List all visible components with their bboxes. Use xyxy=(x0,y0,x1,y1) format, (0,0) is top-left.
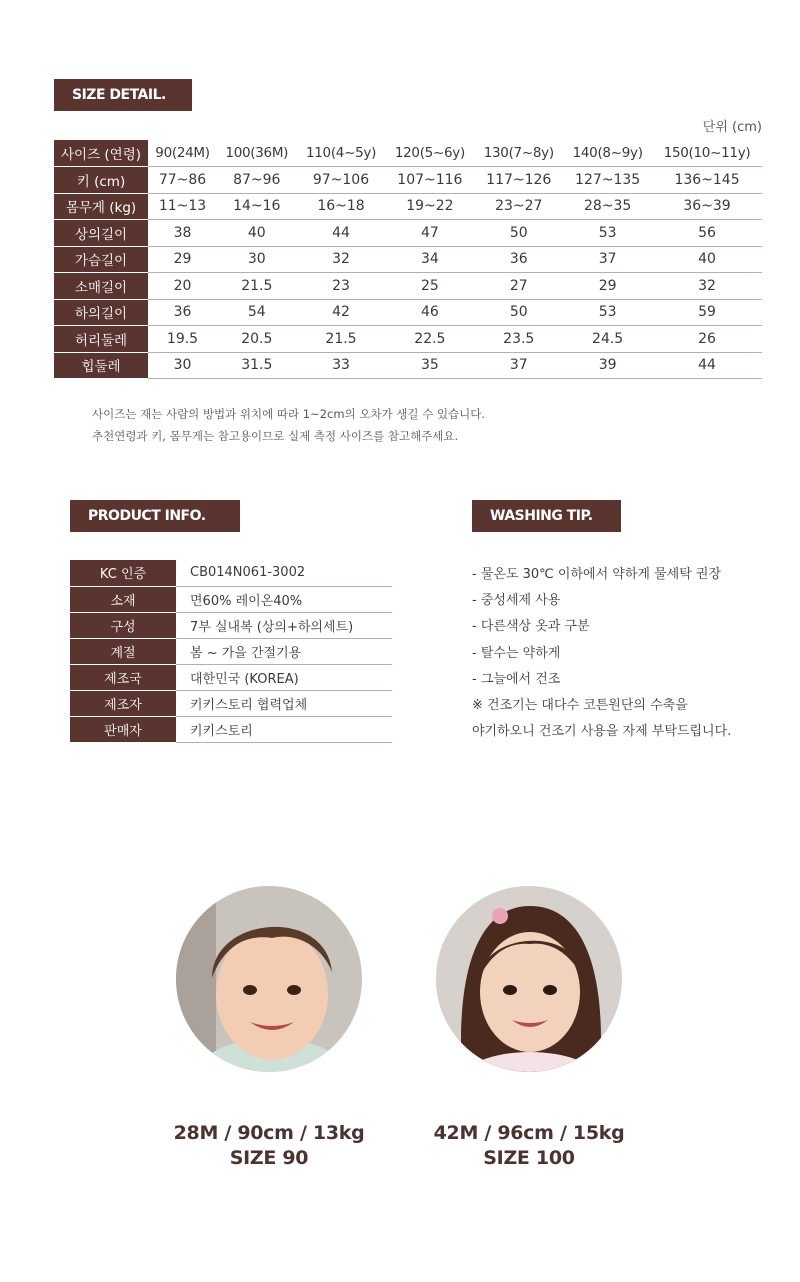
size-cell: 21.5 xyxy=(217,273,297,300)
boy-model-photo xyxy=(176,886,362,1072)
size-row-label: 키 (cm) xyxy=(54,167,148,194)
size-cell: 150(10~11y) xyxy=(652,140,762,167)
size-cell: 26 xyxy=(652,326,762,353)
size-cell: 11~13 xyxy=(148,193,217,220)
size-cell: 32 xyxy=(652,273,762,300)
size-cell: 46 xyxy=(385,299,474,326)
size-cell: 37 xyxy=(474,352,563,379)
product-info-label: PRODUCT INFO. xyxy=(70,500,240,532)
product-info-value: 7부 실내복 (상의+하의세트) xyxy=(176,612,392,638)
size-cell: 27 xyxy=(474,273,563,300)
product-info-key: 계절 xyxy=(70,638,176,664)
size-cell: 87~96 xyxy=(217,167,297,194)
size-cell: 50 xyxy=(474,220,563,247)
size-cell: 38 xyxy=(148,220,217,247)
product-info-key: 제조자 xyxy=(70,690,176,716)
product-info-value: 키키스토리 xyxy=(176,716,392,742)
unit-label: 단위 (cm) xyxy=(702,120,762,135)
size-row-label: 가슴길이 xyxy=(54,246,148,273)
size-cell: 23~27 xyxy=(474,193,563,220)
size-cell: 29 xyxy=(148,246,217,273)
size-table-row xyxy=(54,246,762,273)
size-cell: 136~145 xyxy=(652,167,762,194)
size-cell: 33 xyxy=(297,352,386,379)
size-row-label: 하의길이 xyxy=(54,299,148,326)
size-cell: 54 xyxy=(217,299,297,326)
size-row-label: 사이즈 (연령) xyxy=(54,140,148,167)
washing-tip-list xyxy=(472,562,731,745)
size-cell: 40 xyxy=(652,246,762,273)
size-cell: 36 xyxy=(148,299,217,326)
size-cell: 23 xyxy=(297,273,386,300)
size-table-row xyxy=(54,273,762,300)
washing-tip-item: - 탈수는 약하게 xyxy=(472,645,561,661)
product-info-value: 면60% 레이온40% xyxy=(176,586,392,612)
size-cell: 50 xyxy=(474,299,563,326)
size-note: 사이즈는 재는 사람의 방법과 위치에 따라 1~2cm의 오차가 생길 수 있습니다. xyxy=(92,407,486,421)
size-cell: 35 xyxy=(385,352,474,379)
size-table-row xyxy=(54,299,762,326)
size-cell: 22.5 xyxy=(385,326,474,353)
model-stats: 28M / 90cm / 13kg xyxy=(173,1122,365,1144)
product-info-row xyxy=(70,716,392,742)
size-cell: 107~116 xyxy=(385,167,474,194)
size-cell: 59 xyxy=(652,299,762,326)
size-detail-label: SIZE DETAIL. xyxy=(54,79,192,111)
size-cell: 16~18 xyxy=(297,193,386,220)
size-cell: 28~35 xyxy=(563,193,652,220)
product-info-value: CB014N061-3002 xyxy=(176,560,392,586)
product-info-row xyxy=(70,586,392,612)
product-info-row xyxy=(70,612,392,638)
size-cell: 14~16 xyxy=(217,193,297,220)
model-caption xyxy=(399,1121,659,1171)
size-cell: 42 xyxy=(297,299,386,326)
size-cell: 20 xyxy=(148,273,217,300)
size-cell: 21.5 xyxy=(297,326,386,353)
size-table-row xyxy=(54,352,762,379)
product-info-row xyxy=(70,560,392,586)
size-table-row xyxy=(54,326,762,353)
size-cell: 127~135 xyxy=(563,167,652,194)
size-table xyxy=(54,140,762,379)
product-info-key: 제조국 xyxy=(70,664,176,690)
product-info-key: 판매자 xyxy=(70,716,176,742)
size-cell: 44 xyxy=(652,352,762,379)
size-cell: 25 xyxy=(385,273,474,300)
size-cell: 90(24M) xyxy=(148,140,217,167)
size-cell: 34 xyxy=(385,246,474,273)
size-row-label: 몸무게 (kg) xyxy=(54,193,148,220)
product-info-row xyxy=(70,638,392,664)
product-info-row xyxy=(70,690,392,716)
size-cell: 40 xyxy=(217,220,297,247)
size-cell: 53 xyxy=(563,220,652,247)
size-cell: 100(36M) xyxy=(217,140,297,167)
size-cell: 140(8~9y) xyxy=(563,140,652,167)
size-cell: 130(7~8y) xyxy=(474,140,563,167)
size-cell: 30 xyxy=(148,352,217,379)
product-info-table xyxy=(70,560,392,743)
size-cell: 29 xyxy=(563,273,652,300)
product-info-value: 대한민국 (KOREA) xyxy=(176,664,392,690)
washing-tip-item: - 물온도 30℃ 이하에서 약하게 물세탁 권장 xyxy=(472,567,721,582)
size-cell: 53 xyxy=(563,299,652,326)
washing-tip-item: ※ 건조기는 대다수 코튼원단의 수축을 xyxy=(472,698,688,714)
size-table-row xyxy=(54,140,762,167)
washing-tip-item: - 다른색상 옷과 구분 xyxy=(472,619,590,635)
size-table-row xyxy=(54,193,762,220)
size-cell: 19.5 xyxy=(148,326,217,353)
model-size: SIZE 90 xyxy=(229,1147,309,1169)
size-cell: 97~106 xyxy=(297,167,386,194)
size-cell: 20.5 xyxy=(217,326,297,353)
washing-tip-label: WASHING TIP. xyxy=(472,500,621,532)
size-cell: 37 xyxy=(563,246,652,273)
product-info-key: 구성 xyxy=(70,612,176,638)
size-cell: 110(4~5y) xyxy=(297,140,386,167)
size-cell: 44 xyxy=(297,220,386,247)
girl-model-photo xyxy=(436,886,622,1072)
size-note: 추천연령과 키, 몸무게는 참고용이므로 실제 측정 사이즈를 참고해주세요. xyxy=(92,429,459,443)
washing-tip-item: - 그늘에서 건조 xyxy=(472,671,561,687)
size-cell: 56 xyxy=(652,220,762,247)
washing-tip-item: - 중성세제 사용 xyxy=(472,593,561,609)
size-cell: 32 xyxy=(297,246,386,273)
size-cell: 36~39 xyxy=(652,193,762,220)
size-cell: 120(5~6y) xyxy=(385,140,474,167)
size-cell: 39 xyxy=(563,352,652,379)
product-info-row xyxy=(70,664,392,690)
size-cell: 47 xyxy=(385,220,474,247)
size-row-label: 허리둘레 xyxy=(54,326,148,353)
size-cell: 19~22 xyxy=(385,193,474,220)
size-cell: 24.5 xyxy=(563,326,652,353)
product-info-value: 키키스토리 협력업체 xyxy=(176,690,392,716)
size-cell: 77~86 xyxy=(148,167,217,194)
product-info-value: 봄 ~ 가을 간절기용 xyxy=(176,638,392,664)
product-info-key: 소재 xyxy=(70,586,176,612)
size-cell: 117~126 xyxy=(474,167,563,194)
product-info-key: KC 인증 xyxy=(70,560,176,586)
model-stats: 42M / 96cm / 15kg xyxy=(433,1122,625,1144)
size-row-label: 상의길이 xyxy=(54,220,148,247)
size-row-label: 소매길이 xyxy=(54,273,148,300)
size-cell: 36 xyxy=(474,246,563,273)
size-table-row xyxy=(54,167,762,194)
size-cell: 23.5 xyxy=(474,326,563,353)
size-cell: 31.5 xyxy=(217,352,297,379)
size-row-label: 힙둘레 xyxy=(54,352,148,379)
size-cell: 30 xyxy=(217,246,297,273)
size-table-row xyxy=(54,220,762,247)
washing-tip-item: 야기하오니 건조기 사용을 자제 부탁드립니다. xyxy=(472,724,732,740)
model-size: SIZE 100 xyxy=(483,1147,575,1169)
size-notes xyxy=(92,403,485,447)
model-caption xyxy=(139,1121,399,1171)
